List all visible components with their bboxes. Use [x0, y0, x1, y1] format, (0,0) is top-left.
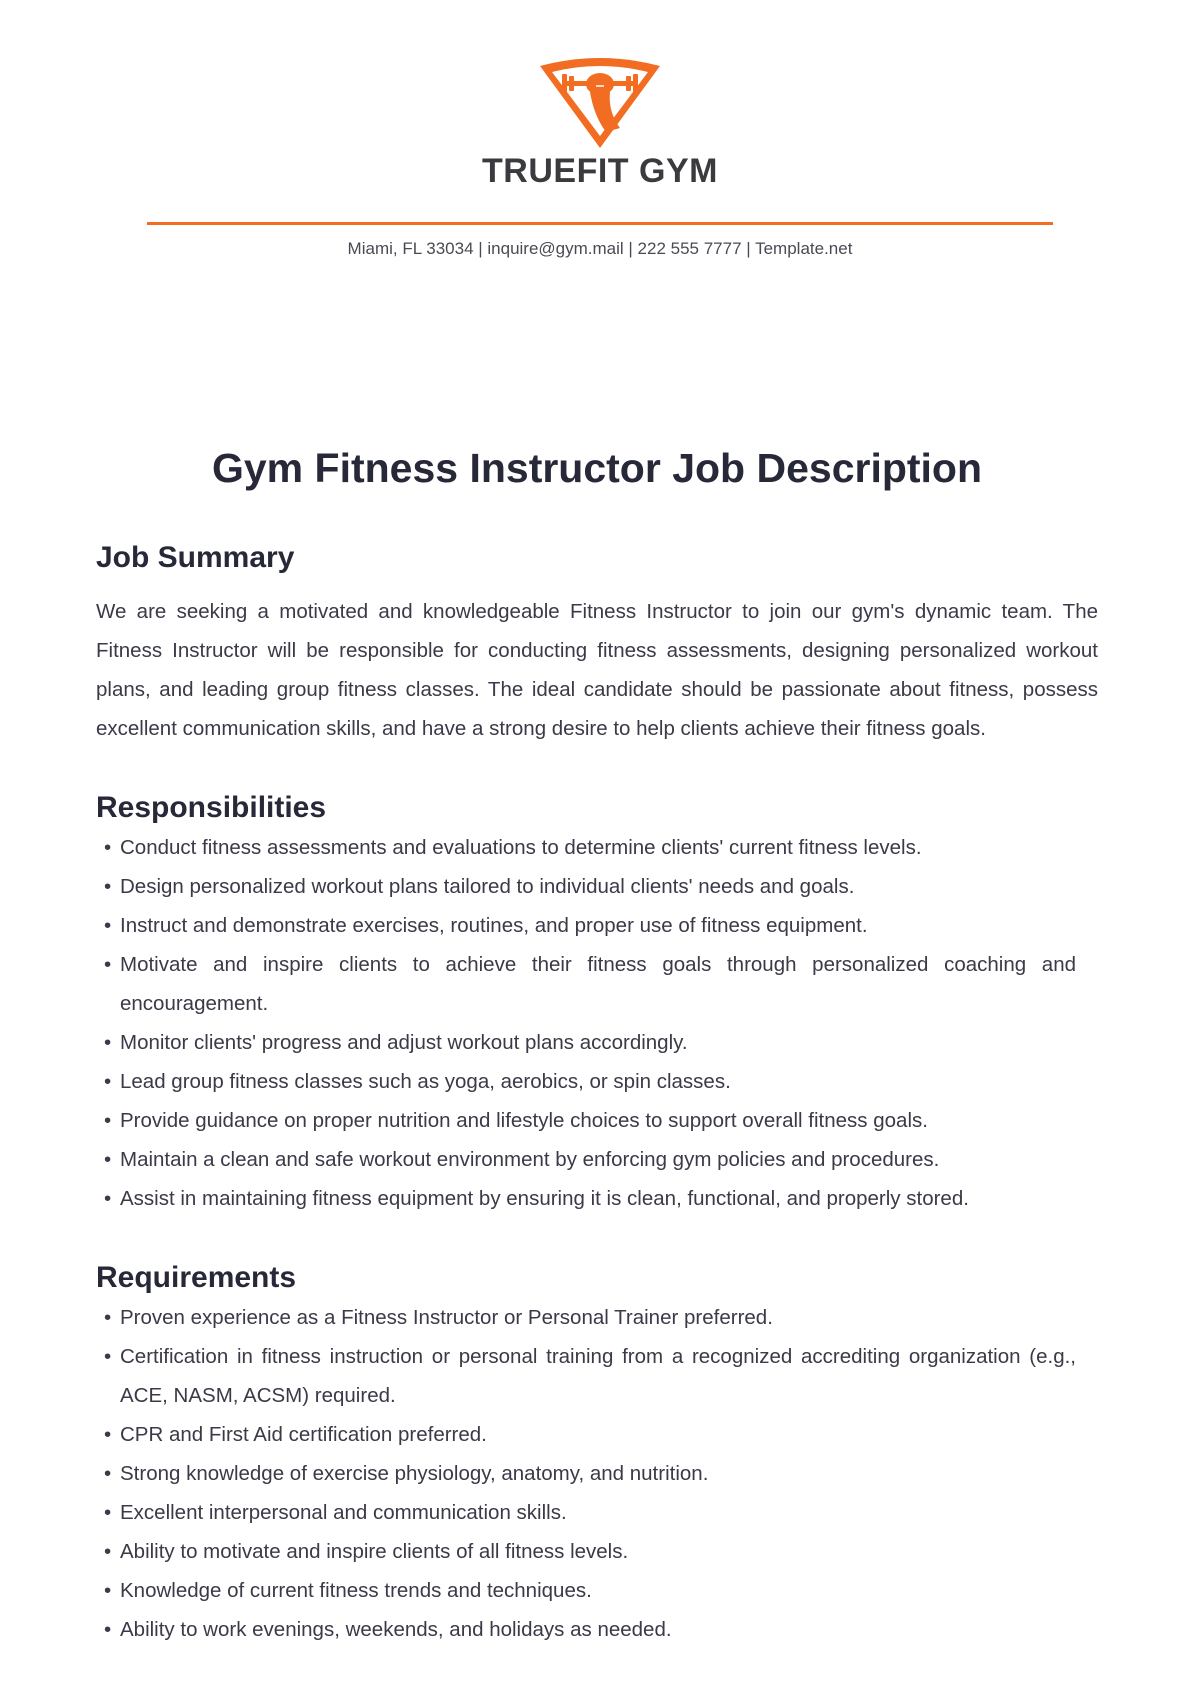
- responsibilities-list: [96, 828, 1076, 1218]
- list-item: • Monitor clients' progress and adjust workout plans accordingly.: [96, 1023, 1076, 1062]
- list-item: • Lead group fitness classes such as yoga, aerobics, or spin classes.: [96, 1062, 1076, 1101]
- page-title: Gym Fitness Instructor Job Description: [211, 445, 983, 491]
- requirements-section: [96, 1258, 1098, 1649]
- list-item: • Ability to work evenings, weekends, and holidays as needed.: [96, 1610, 1076, 1649]
- list-item: • Design personalized workout plans tailored to individual clients' needs and goals.: [96, 867, 1076, 906]
- requirements-list: [96, 1298, 1076, 1649]
- list-item: • Provide guidance on proper nutrition and lifestyle choices to support overall fitness goals.: [96, 1101, 1076, 1140]
- list-item: • Ability to motivate and inspire clients of all fitness levels.: [96, 1532, 1076, 1571]
- list-item: • Maintain a clean and safe workout environment by enforcing gym policies and procedures.: [96, 1140, 1076, 1179]
- responsibilities-heading: Responsibilities: [96, 791, 327, 824]
- document-header: [0, 0, 1200, 270]
- list-item: • Assist in maintaining fitness equipment by ensuring it is clean, functional, and properly stored.: [96, 1179, 1076, 1218]
- list-item: • Strong knowledge of exercise physiology, anatomy, and nutrition.: [96, 1454, 1076, 1493]
- list-item: • Proven experience as a Fitness Instructor or Personal Trainer preferred.: [96, 1298, 1076, 1337]
- contact-line: Miami, FL 33034 | inquire@gym.mail | 222 555 7777 | Template.net: [347, 239, 853, 258]
- list-item: • Conduct fitness assessments and evaluations to determine clients' current fitness levels.: [96, 828, 1076, 867]
- header-divider: [147, 222, 1053, 225]
- responsibilities-section: [96, 788, 1098, 1218]
- company-name: TRUEFIT GYM: [482, 152, 718, 190]
- list-item: • CPR and First Aid certification preferred.: [96, 1415, 1076, 1454]
- document-body: [96, 438, 1098, 1689]
- gym-shield-logo-icon: [536, 56, 664, 152]
- job-summary-section: [96, 538, 1098, 748]
- job-summary-text: We are seeking a motivated and knowledgeable Fitness Instructor to join our gym's dynamic team. The Fitness Instructor will be responsible for conducting fitness assessments, designing personalized workout plans, and leading group fitness classes. The ideal candidate should be passionate about fitness, possess excellent communication skills, and have a strong desire to help clients achieve their fitness goals.: [96, 600, 1098, 740]
- list-item: • Knowledge of current fitness trends and techniques.: [96, 1571, 1076, 1610]
- list-item: • Instruct and demonstrate exercises, routines, and proper use of fitness equipment.: [96, 906, 1076, 945]
- list-item: • Excellent interpersonal and communication skills.: [96, 1493, 1076, 1532]
- job-summary-heading: Job Summary: [96, 541, 295, 574]
- requirements-heading: Requirements: [96, 1261, 297, 1294]
- list-item: • Certification in fitness instruction or personal training from a recognized accrediting organization (e.g., ACE, NASM, ACSM) required.: [96, 1337, 1076, 1415]
- list-item: • Motivate and inspire clients to achieve their fitness goals through personalized coaching and encouragement.: [96, 945, 1076, 1023]
